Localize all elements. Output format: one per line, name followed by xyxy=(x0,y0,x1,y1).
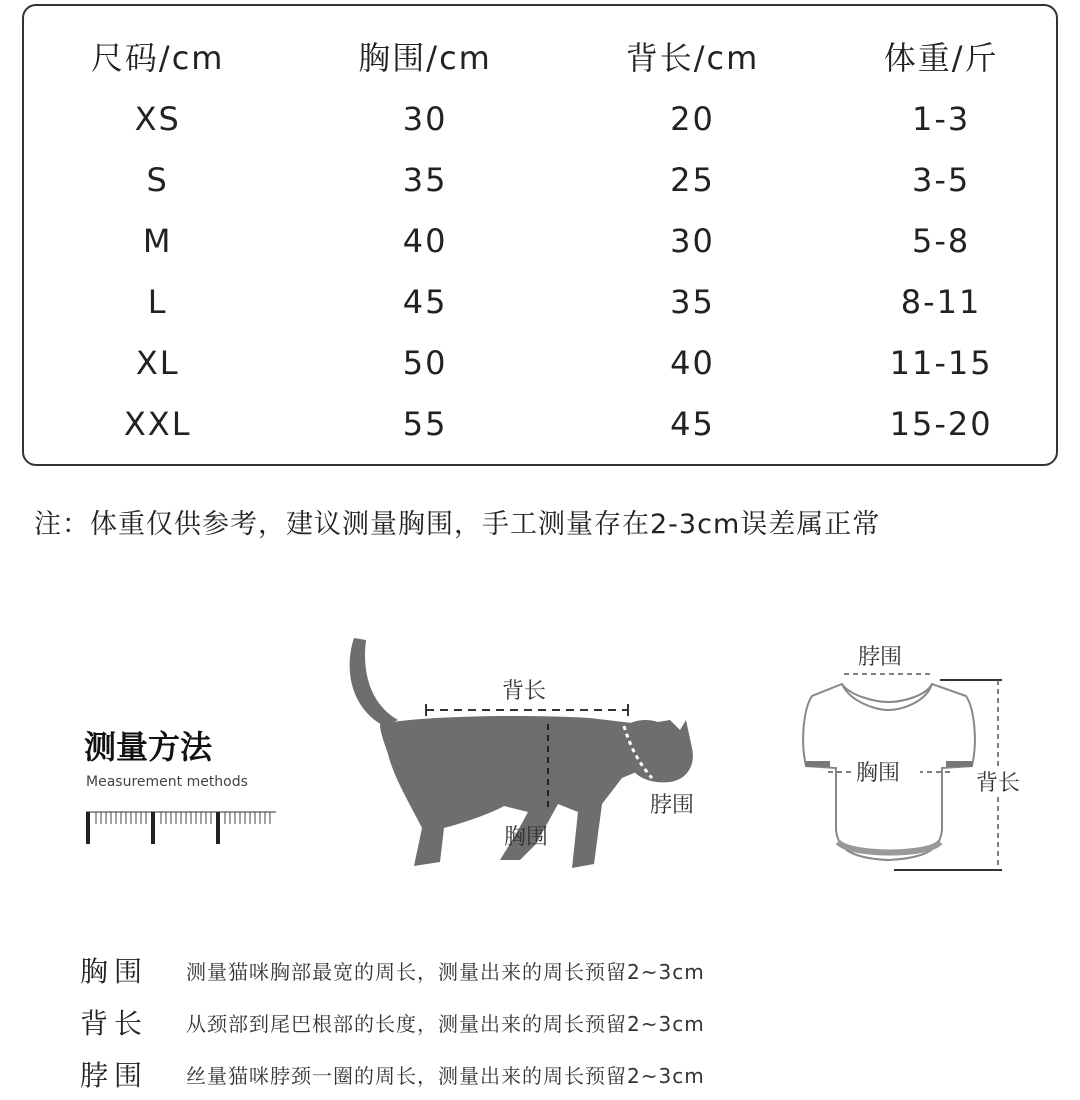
list-item xyxy=(80,996,705,1048)
cat-chest-label: 胸围 xyxy=(504,825,549,850)
table-row xyxy=(24,210,1056,271)
method-title: 测量方法 xyxy=(84,728,213,766)
table-row xyxy=(24,149,1056,210)
shirt-neck-label: 脖围 xyxy=(858,645,903,670)
cell-weight: 11-15 xyxy=(889,343,993,382)
table-row xyxy=(24,332,1056,393)
cell-back-length: 30 xyxy=(670,221,715,260)
cell-back-length: 35 xyxy=(670,282,715,321)
definition-text: 丝量猫咪脖颈一圈的周长，测量出来的周长预留2~3cm xyxy=(186,1063,705,1088)
cell-chest: 35 xyxy=(402,160,448,199)
cell-size: XS xyxy=(134,99,181,138)
cell-size: XL xyxy=(135,343,180,382)
cell-back-length: 25 xyxy=(670,160,715,199)
cell-size: M xyxy=(142,221,173,260)
cell-size: S xyxy=(146,160,169,199)
header-back-length: 背长/cm xyxy=(625,39,760,77)
measurement-definitions xyxy=(80,944,705,1100)
cell-chest: 40 xyxy=(402,221,448,260)
header-weight: 体重/斤 xyxy=(883,39,999,77)
size-table xyxy=(22,4,1058,466)
shirt-back-length-label: 背长 xyxy=(976,771,1021,796)
cell-size: L xyxy=(147,282,168,321)
shirt-measurement-diagram xyxy=(790,630,1070,890)
cell-weight: 1-3 xyxy=(911,99,971,138)
cat-measurement-diagram xyxy=(340,628,730,888)
list-item xyxy=(80,944,705,996)
measurement-note: 注：体重仅供参考，建议测量胸围，手工测量存在2-3cm误差属正常 xyxy=(34,509,881,540)
cell-weight: 5-8 xyxy=(911,221,971,260)
table-row xyxy=(24,88,1056,149)
cell-chest: 50 xyxy=(402,343,448,382)
ruler-icon xyxy=(84,806,284,846)
list-item xyxy=(80,1048,705,1100)
definition-term: 胸围 xyxy=(80,955,149,988)
cell-back-length: 40 xyxy=(670,343,715,382)
cell-chest: 55 xyxy=(402,404,448,443)
cat-back-length-label: 背长 xyxy=(502,679,547,704)
cell-weight: 8-11 xyxy=(900,282,982,321)
cell-weight: 3-5 xyxy=(911,160,971,199)
definition-term: 背长 xyxy=(80,1007,149,1040)
header-chest: 胸围/cm xyxy=(358,39,492,77)
cat-neck-label: 脖围 xyxy=(650,793,695,818)
cell-chest: 30 xyxy=(402,99,448,138)
definition-term: 脖围 xyxy=(80,1059,149,1092)
cell-back-length: 20 xyxy=(670,99,715,138)
shirt-chest-label: 胸围 xyxy=(856,761,901,786)
definition-text: 测量猫咪胸部最宽的周长，测量出来的周长预留2~3cm xyxy=(186,959,705,984)
table-row xyxy=(24,393,1056,454)
cell-weight: 15-20 xyxy=(889,404,993,443)
method-subtitle: Measurement methods xyxy=(86,774,248,790)
table-header-row xyxy=(24,24,1056,88)
cell-chest: 45 xyxy=(402,282,448,321)
table-row xyxy=(24,271,1056,332)
definition-text: 从颈部到尾巴根部的长度，测量出来的周长预留2~3cm xyxy=(186,1011,705,1036)
cell-size: XXL xyxy=(123,404,192,443)
header-size: 尺码/cm xyxy=(90,39,225,77)
cell-back-length: 45 xyxy=(670,404,715,443)
